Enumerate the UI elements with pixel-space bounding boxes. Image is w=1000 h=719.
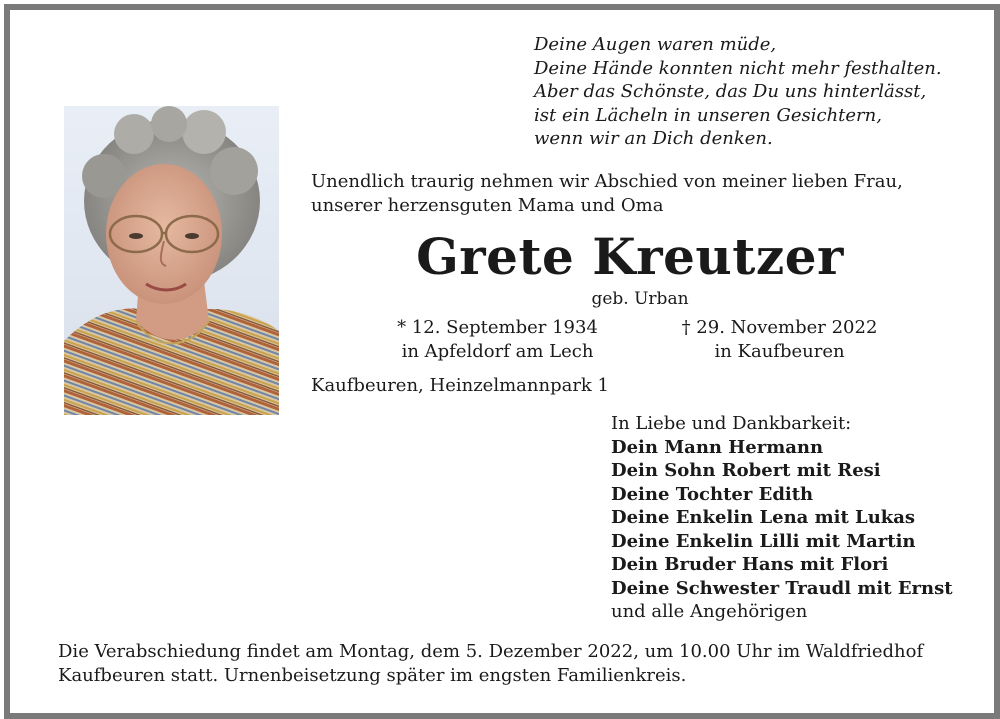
mourner-name: Deine Enkelin Lilli mit Martin <box>611 530 916 552</box>
death-info <box>652 316 907 363</box>
farewell-line: Kaufbeuren statt. Urnenbeisetzung später im engsten Familienkreis. <box>58 664 687 686</box>
mourners-heading: In Liebe und Dankbarkeit: <box>611 413 852 434</box>
poem-line: Deine Hände konnten nicht mehr festhalten. <box>534 57 942 79</box>
death-place: in Kaufbeuren <box>714 340 845 362</box>
poem-line: Aber das Schönste, das Du uns hinterlässt, <box>534 81 927 102</box>
poem-line: ist ein Lächeln in unseren Gesichtern, <box>534 104 882 126</box>
poem-line: Deine Augen waren müde, <box>534 34 777 55</box>
mourners-closing: und alle Angehörigen <box>611 601 808 622</box>
mourners-list <box>611 412 953 624</box>
mourner-name: Deine Schwester Traudl mit Ernst <box>611 577 953 599</box>
farewell-notice <box>58 640 923 687</box>
birth-info <box>370 316 625 363</box>
mourner-name: Deine Tochter Edith <box>611 483 814 505</box>
intro-text <box>311 170 903 217</box>
portrait-photo <box>64 106 279 415</box>
birth-date: * 12. September 1934 <box>397 317 598 338</box>
mourner-name: Deine Enkelin Lena mit Lukas <box>611 507 916 528</box>
death-date: † 29. November 2022 <box>681 317 878 338</box>
intro-line: unserer herzensguten Mama und Oma <box>311 194 664 216</box>
poem-line: wenn wir an Dich denken. <box>534 128 773 149</box>
family-address: Kaufbeuren, Heinzelmannpark 1 <box>311 375 610 396</box>
portrait-image <box>64 106 279 415</box>
mourner-name: Dein Bruder Hans mit Flori <box>611 554 889 575</box>
deceased-name: Grete Kreutzer <box>416 227 844 286</box>
poem <box>534 33 942 151</box>
farewell-line: Die Verabschiedung findet am Montag, dem 5. Dezember 2022, um 10.00 Uhr im Waldfriedhof <box>58 641 924 662</box>
mourner-name: Dein Mann Hermann <box>611 436 824 458</box>
mourner-name: Dein Sohn Robert mit Resi <box>611 460 881 481</box>
birth-place: in Apfeldorf am Lech <box>401 340 594 362</box>
maiden-name: geb. Urban <box>591 289 689 309</box>
intro-line: Unendlich traurig nehmen wir Abschied von meiner lieben Frau, <box>311 171 903 192</box>
